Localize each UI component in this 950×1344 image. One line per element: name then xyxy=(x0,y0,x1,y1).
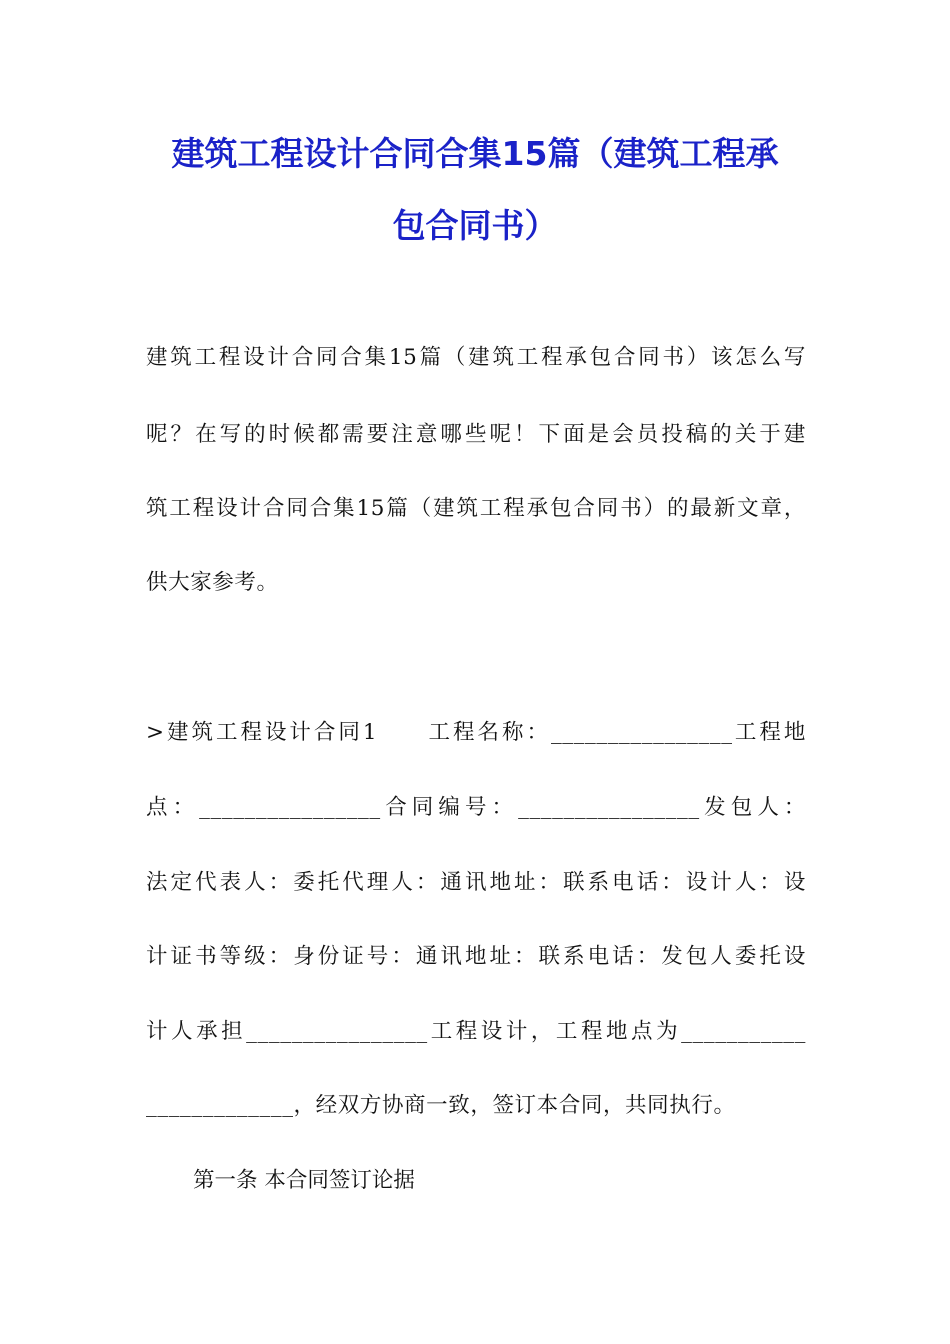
intro-line: 建筑工程设计合同合集15篇（建筑工程承包合同书）该怎么写 xyxy=(146,345,806,370)
intro-line: 呢？在写的时候都需要注意哪些呢！下面是会员投稿的关于建 xyxy=(146,422,806,447)
document-title-line-2: 包合同书） xyxy=(392,206,558,245)
section-heading: 第一条 本合同签订论据 xyxy=(193,1168,415,1193)
contract-line: >建筑工程设计合同1 工程名称：________________工程地 xyxy=(146,720,806,745)
contract-line: 计人承担________________工程设计，工程地点为___________ xyxy=(146,1019,806,1044)
document-title-line-1: 建筑工程设计合同合集15篇（建筑工程承 xyxy=(171,134,779,173)
contract-line: 法定代表人：委托代理人：通讯地址：联系电话：设计人：设 xyxy=(146,870,806,895)
contract-line: 点：________________合同编号：________________发包人： xyxy=(146,795,806,820)
intro-line: 供大家参考。 xyxy=(146,570,279,595)
contract-line: 计证书等级：身份证号：通讯地址：联系电话：发包人委托设 xyxy=(146,944,806,969)
contract-line: _____________，经双方协商一致，签订本合同，共同执行。 xyxy=(146,1093,736,1118)
intro-line: 筑工程设计合同合集15篇（建筑工程承包合同书）的最新文章， xyxy=(146,496,806,521)
